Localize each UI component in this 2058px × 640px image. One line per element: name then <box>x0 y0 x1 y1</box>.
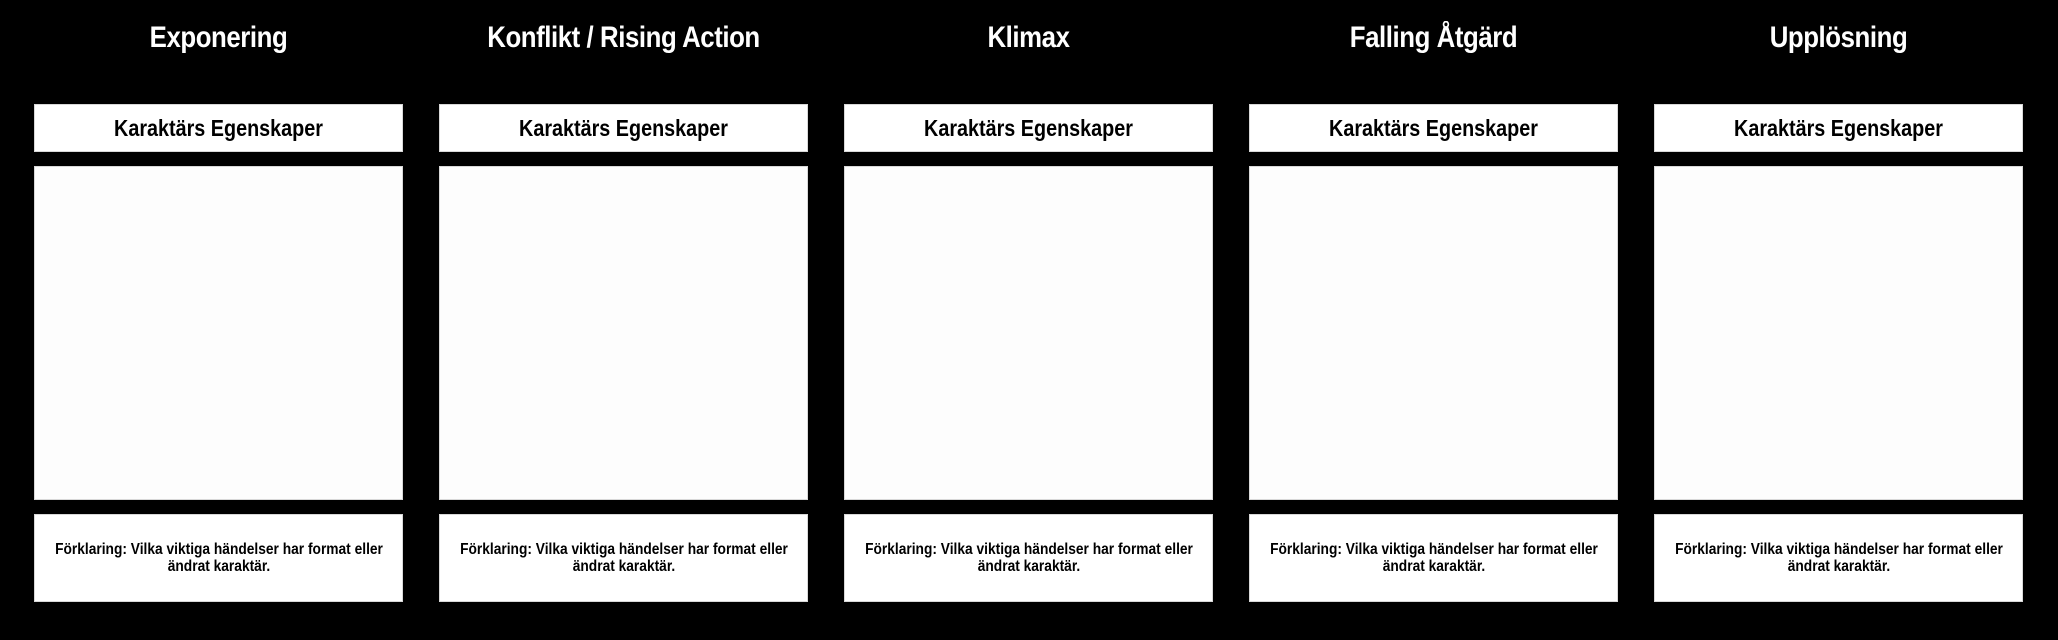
column-title: Konflikt / Rising Action <box>487 21 760 54</box>
character-traits-label-box[interactable] <box>844 104 1213 152</box>
explanation-box[interactable] <box>1249 514 1618 602</box>
character-traits-label-box[interactable] <box>34 104 403 152</box>
character-traits-label: Karaktärs Egenskaper <box>1734 115 1943 141</box>
column-title: Falling Åtgärd <box>1349 21 1518 54</box>
character-traits-label: Karaktärs Egenskaper <box>1329 115 1538 141</box>
column-klimax <box>844 0 1213 640</box>
explanation-box[interactable] <box>1654 514 2023 602</box>
image-cell[interactable] <box>1654 166 2023 500</box>
character-traits-label-box[interactable] <box>1654 104 2023 152</box>
column-upplosning <box>1654 0 2023 640</box>
column-exponering <box>34 0 403 640</box>
explanation-text: Förklaring: Vilka viktiga händelser har format eller ändrat karaktär. <box>864 541 1193 575</box>
explanation-box[interactable] <box>34 514 403 602</box>
explanation-text: Förklaring: Vilka viktiga händelser har format eller ändrat karaktär. <box>459 541 788 575</box>
character-traits-label: Karaktärs Egenskaper <box>519 115 728 141</box>
explanation-text: Förklaring: Vilka viktiga händelser har format eller ändrat karaktär. <box>1674 541 2003 575</box>
explanation-box[interactable] <box>439 514 808 602</box>
column-title: Klimax <box>987 21 1070 54</box>
explanation-text: Förklaring: Vilka viktiga händelser har format eller ändrat karaktär. <box>1269 541 1598 575</box>
image-cell[interactable] <box>1249 166 1618 500</box>
column-falling-atgard <box>1249 0 1618 640</box>
image-cell[interactable] <box>439 166 808 500</box>
image-cell[interactable] <box>844 166 1213 500</box>
column-title: Exponering <box>149 21 288 54</box>
explanation-box[interactable] <box>844 514 1213 602</box>
column-title: Upplösning <box>1769 21 1908 54</box>
character-traits-label-box[interactable] <box>439 104 808 152</box>
explanation-text: Förklaring: Vilka viktiga händelser har format eller ändrat karaktär. <box>54 541 383 575</box>
character-traits-label-box[interactable] <box>1249 104 1618 152</box>
character-traits-label: Karaktärs Egenskaper <box>114 115 323 141</box>
column-konflikt <box>439 0 808 640</box>
character-traits-label: Karaktärs Egenskaper <box>924 115 1133 141</box>
image-cell[interactable] <box>34 166 403 500</box>
